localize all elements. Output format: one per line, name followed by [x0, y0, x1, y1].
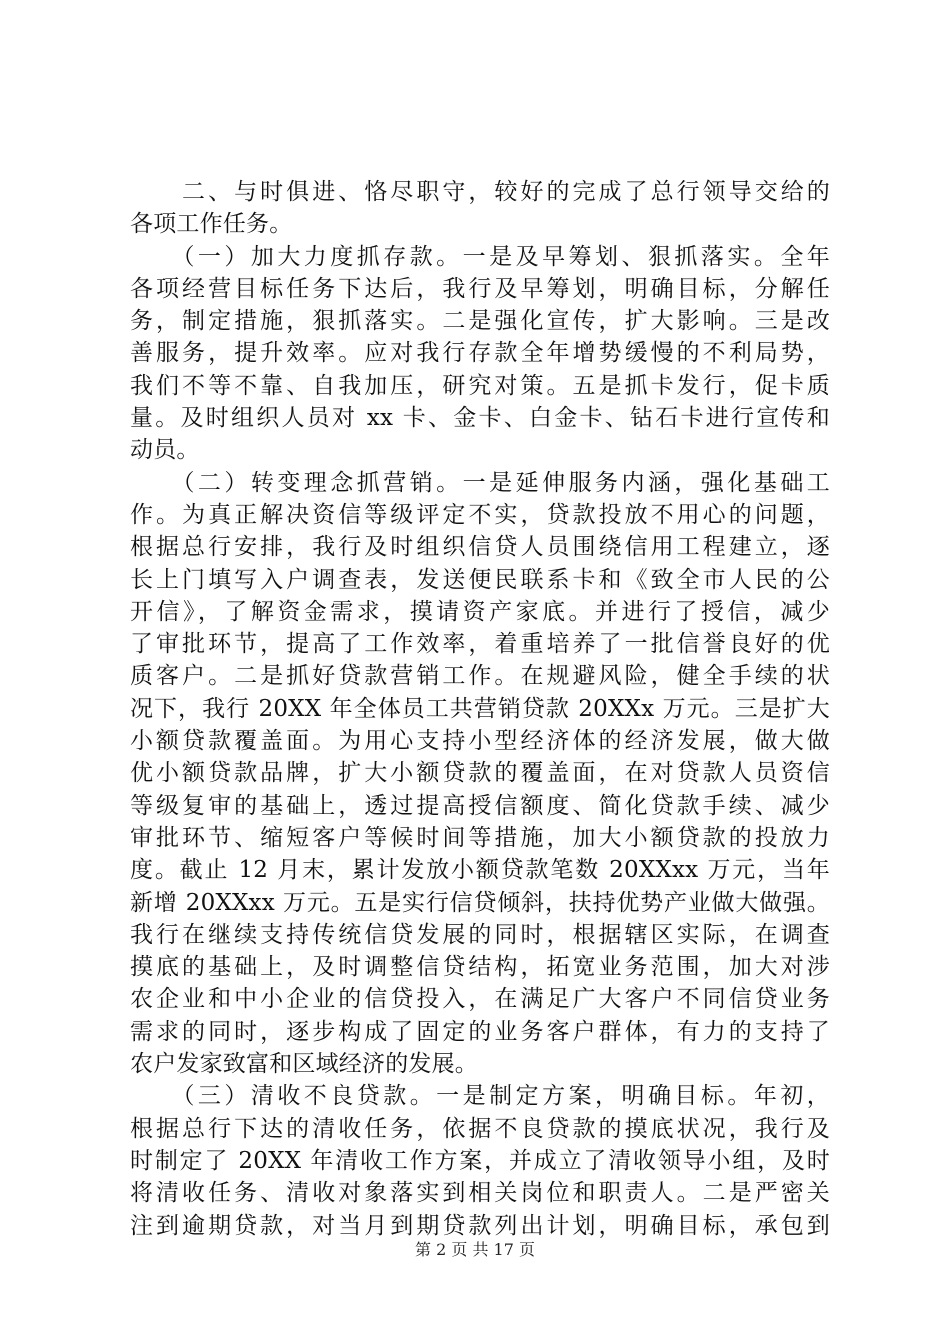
text-line: 小额贷款覆盖面。为用心支持小型经济体的经济发展，做大做: [130, 728, 830, 755]
text-line: 优小额贷款品牌，扩大小额贷款的覆盖面，在对贷款人员资信: [130, 760, 830, 787]
text-line: 农企业和中小企业的信贷投入，在满足广大客户不同信贷业务: [130, 986, 830, 1013]
text-line: 了审批环节，提高了工作效率，着重培养了一批信誉良好的优: [130, 631, 830, 658]
text-line: 况下，我行 20XX 年全体员工共营销贷款 20XXx 万元。三是扩大: [130, 695, 830, 722]
text-line: 度。截止 12 月末，累计发放小额贷款笔数 20XXxx 万元，当年: [130, 857, 830, 884]
document-body: [130, 176, 830, 1242]
text-line: 时制定了 20XX 年清收工作方案，并成立了清收领导小组，及时: [130, 1147, 830, 1174]
page-number-footer: 第 2 页 共 17 页: [415, 1240, 535, 1259]
text-line: 摸底的基础上，及时调整信贷结构，拓宽业务范围，加大对涉: [130, 954, 830, 981]
text-line: 动员。: [130, 437, 200, 464]
text-line: 长上门填写入户调查表，发送便民联系卡和《致全市人民的公: [130, 566, 830, 593]
text-line: 审批环节、缩短客户等候时间等措施，加大小额贷款的投放力: [130, 824, 830, 851]
text-line: 新增 20XXxx 万元。五是实行信贷倾斜，扶持优势产业做大做强。: [130, 889, 830, 916]
text-line: （三）清收不良贷款。一是制定方案，明确目标。年初，: [130, 1083, 830, 1110]
text-line: （一）加大力度抓存款。一是及早筹划、狠抓落实。全年: [130, 243, 830, 270]
text-line: 开信》，了解资金需求，摸请资产家底。并进行了授信，减少: [130, 598, 830, 625]
text-line: 作。为真正解决资信等级评定不实，贷款投放不用心的问题，: [130, 501, 830, 528]
text-line: 二、与时俱进、恪尽职守，较好的完成了总行领导交给的: [130, 179, 830, 205]
text-line: 农户发家致富和区域经济的发展。: [130, 1051, 478, 1078]
text-line: 根据总行下达的清收任务，依据不良贷款的摸底状况，我行及: [130, 1115, 830, 1142]
text-line: 务，制定措施，狠抓落实。二是强化宣传，扩大影响。三是改: [130, 308, 830, 335]
text-line: 量。及时组织人员对 xx 卡、金卡、白金卡、钻石卡进行宣传和: [130, 405, 830, 432]
text-line: 等级复审的基础上，透过提高授信额度、简化贷款手续、减少: [130, 792, 830, 819]
text-line: 根据总行安排，我行及时组织信贷人员围绕信用工程建立，逐: [130, 534, 830, 561]
text-line: 我行在继续支持传统信贷发展的同时，根据辖区实际，在调查: [130, 921, 830, 948]
text-line: 将清收任务、清收对象落实到相关岗位和职责人。二是严密关: [130, 1180, 830, 1207]
text-line: 善服务，提升效率。应对我行存款全年增势缓慢的不利局势，: [130, 340, 830, 367]
text-line: （二）转变理念抓营销。一是延伸服务内涵，强化基础工: [130, 469, 830, 496]
text-line: 质客户。二是抓好贷款营销工作。在规避风险，健全手续的状: [130, 663, 830, 690]
text-line: 各项工作任务。: [130, 211, 293, 238]
text-line: 注到逾期贷款，对当月到期贷款列出计划，明确目标，承包到: [130, 1212, 830, 1239]
text-line: 各项经营目标任务下达后，我行及早筹划，明确目标，分解任: [130, 275, 830, 302]
text-line: 我们不等不靠、自我加压，研究对策。五是抓卡发行，促卡质: [130, 372, 830, 399]
text-line: 需求的同时，逐步构成了固定的业务客户群体，有力的支持了: [130, 1018, 830, 1045]
